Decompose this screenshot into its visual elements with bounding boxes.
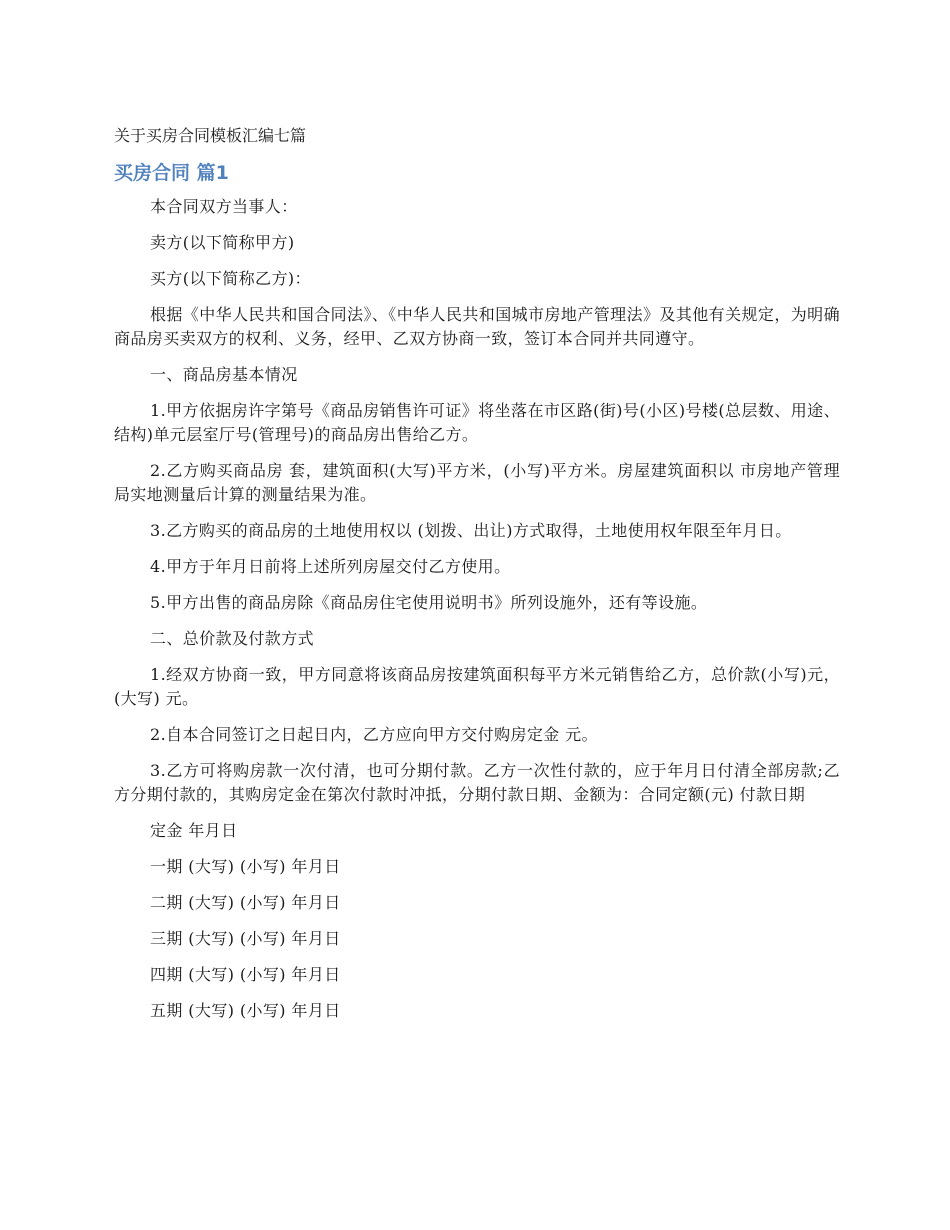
clause-1-3: 3.乙方购买的商品房的土地使用权以 (划拨、出让)方式取得，土地使用权年限至年月日。 [150,521,792,540]
clause-1-4: 4.甲方于年月日前将上述所列房屋交付乙方使用。 [150,557,511,576]
section-title-basic-info: 一、商品房基本情况 [150,365,298,384]
document-page [114,122,840,1035]
clause-2-2: 2.自本合同签订之日起日内，乙方应向甲方交付购房定金 元。 [150,725,598,744]
section-title-payment: 二、总价款及付款方式 [150,629,315,648]
paragraph-preamble: 根据《中华人民共和国合同法》、《中华人民共和国城市房地产管理法》及其他有关规定，为明确商品房买卖双方的权利、义务，经甲、乙双方协商一致，签订本合同并共同遵守。 [114,305,840,348]
payment-line-4: 四期 (大写) (小写) 年月日 [150,965,341,984]
payment-line-2: 二期 (大写) (小写) 年月日 [150,893,341,912]
clause-1-2: 2.乙方购买商品房 套，建筑面积(大写)平方米，(小写)平方米。房屋建筑面积以 市房地产管理局实地测量后计算的测量结果为准。 [114,461,840,504]
clause-2-1: 1.经双方协商一致，甲方同意将该商品房按建筑面积每平方米元销售给乙方，总价款(小写)元，(大写) 元。 [114,665,840,708]
clause-1-5: 5.甲方出售的商品房除《商品房住宅使用说明书》所列设施外，还有等设施。 [150,593,708,612]
paragraph-buyer: 买方(以下简称乙方)： [150,269,311,288]
section-heading: 买房合同 篇1 [114,162,229,184]
payment-line-deposit: 定金 年月日 [150,821,238,840]
clause-1-1: 1.甲方依据房许字第号《商品房销售许可证》将坐落在市区路(街)号(小区)号楼(总层数、用途、结构)单元层室厅号(管理号)的商品房出售给乙方。 [114,401,840,444]
paragraph-parties: 本合同双方当事人： [150,197,298,216]
payment-line-3: 三期 (大写) (小写) 年月日 [150,929,341,948]
payment-line-5: 五期 (大写) (小写) 年月日 [150,1001,341,1020]
payment-line-1: 一期 (大写) (小写) 年月日 [150,857,341,876]
paragraph-seller: 卖方(以下简称甲方) [150,233,295,252]
document-title: 关于买房合同模板汇编七篇 [114,126,307,145]
clause-2-3: 3.乙方可将购房款一次付清，也可分期付款。乙方一次性付款的，应于年月日付清全部房款;乙方分期付款的，其购房定金在第次付款时冲抵，分期付款日期、金额为：合同定额(元) 付款日期 [114,761,840,804]
